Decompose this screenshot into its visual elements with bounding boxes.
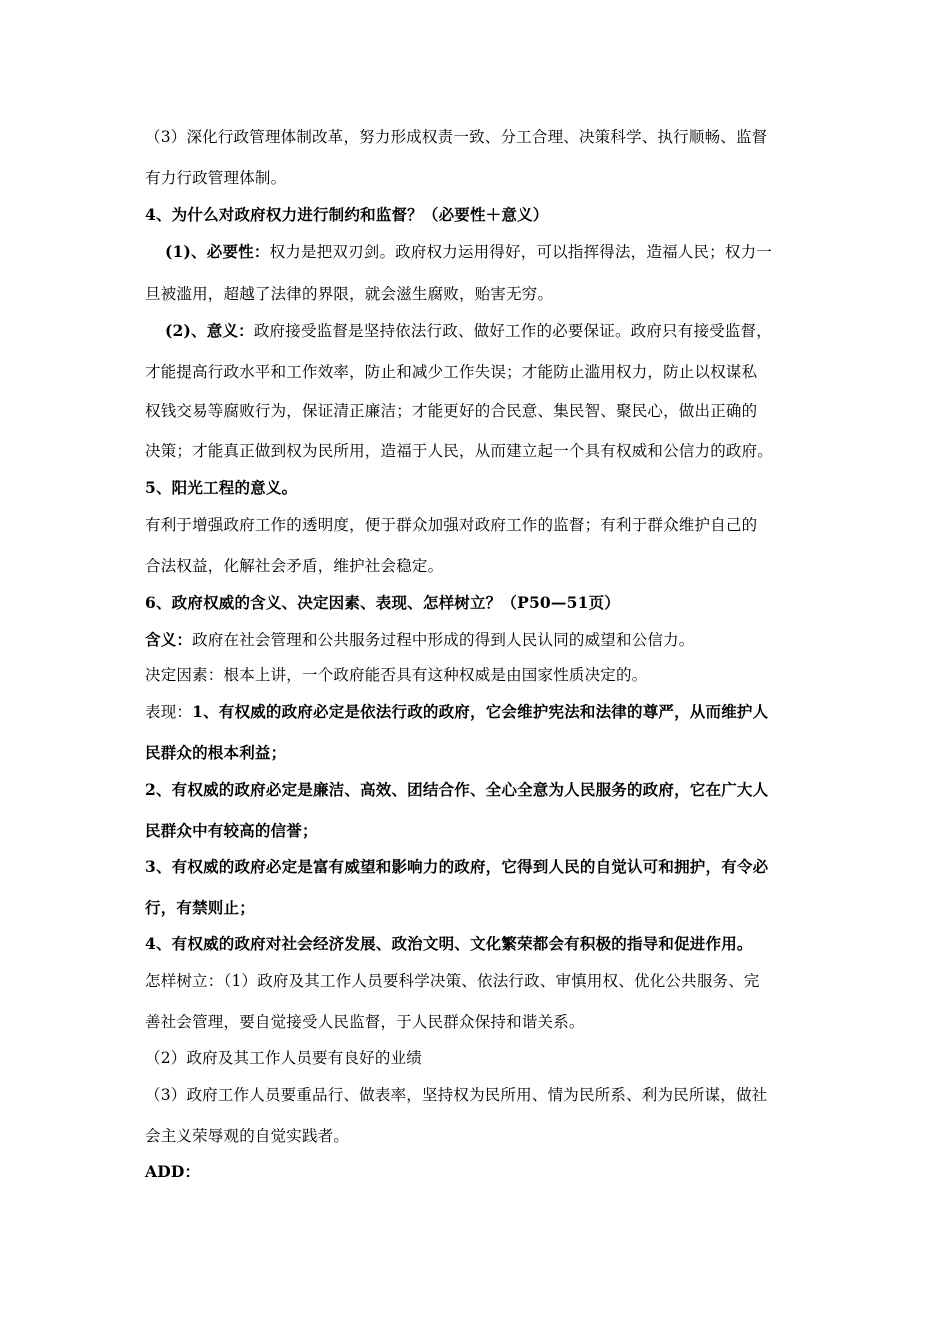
paragraph-line: 权钱交易等腐败行为，保证清正廉洁；才能更好的合民意、集民智、聚民心，做出正确的 [145,402,758,420]
section-heading: ADD： [145,1162,201,1181]
paragraph-line: 决定因素：根本上讲，一个政府能否具有这种权威是由国家性质决定的。 [145,666,648,684]
term-label: 含义： [145,630,193,649]
term-label: 表现： [145,703,193,721]
paragraph-text: 权力是把双刃剑。政府权力运用得好，可以指挥得法，造福人民；权力一 [269,243,772,261]
paragraph-text: 政府接受监督是坚持依法行政、做好工作的必要保证。政府只有接受监督， [253,322,772,340]
paragraph-line: （3）深化行政管理体制改革，努力形成权责一致、分工合理、决策科学、执行顺畅、监督 [145,128,768,146]
section-heading: 6、政府权威的含义、决定因素、表现、怎样树立？（P50—51页） [145,593,620,612]
paragraph-line [165,242,810,262]
paragraph-line: 4、有权威的政府对社会经济发展、政治文明、文化繁荣都会有积极的指导和促进作用。 [145,934,753,953]
paragraph-line: 才能提高行政水平和工作效率，防止和减少工作失误；才能防止滥用权力，防止以权谋私 [145,363,758,381]
paragraph-line: 民群众的根本利益； [145,743,287,762]
paragraph-line: 怎样树立：（1）政府及其工作人员要科学决策、依法行政、审慎用权、优化公共服务、完 [145,972,760,990]
paragraph-line: 善社会管理，要自觉接受人民监督，于人民群众保持和谐关系。 [145,1013,585,1031]
paragraph-line: 民群众中有较高的信誉； [145,821,318,840]
paragraph-line: 2、有权威的政府必定是廉洁、高效、团结合作、全心全意为人民服务的政府，它在广大人 [145,780,769,799]
paragraph-line: 旦被滥用，超越了法律的界限，就会滋生腐败，贻害无穷。 [145,285,554,303]
paragraph-line: 3、有权威的政府必定是富有威望和影响力的政府，它得到人民的自觉认可和拥护，有令必 [145,857,769,876]
section-heading: 4、为什么对政府权力进行制约和监督？（必要性＋意义） [145,205,549,224]
paragraph-line [165,321,810,341]
paragraph-line: 决策；才能真正做到权为民所用，造福于人民，从而建立起一个具有权威和公信力的政府。 [145,442,774,460]
paragraph-line [145,630,810,650]
section-heading: 5、阳光工程的意义。 [145,478,298,497]
paragraph-line: （3）政府工作人员要重品行、做表率，坚持权为民所用、情为民所系、利为民所谋，做社 [145,1086,768,1104]
paragraph-text: 政府在社会管理和公共服务过程中形成的得到人民认同的威望和公信力。 [192,631,695,649]
paragraph-line: 有力行政管理体制。 [145,169,287,187]
paragraph-line [145,702,810,722]
paragraph-line: 行，有禁则止； [145,898,255,917]
term-label: (2)、意义： [165,321,254,340]
paragraph-line: （2）政府及其工作人员要有良好的业绩 [145,1049,422,1067]
paragraph-line: 有利于增强政府工作的透明度，便于群众加强对政府工作的监督；有利于群众维护自己的 [145,516,758,534]
paragraph-line: 会主义荣辱观的自觉实践者。 [145,1127,350,1145]
paragraph-text: 1、有权威的政府必定是依法行政的政府，它会维护宪法和法律的尊严，从而维护人 [192,702,769,721]
term-label: (1)、必要性： [165,242,270,261]
paragraph-line: 合法权益，化解社会矛盾，维护社会稳定。 [145,557,444,575]
